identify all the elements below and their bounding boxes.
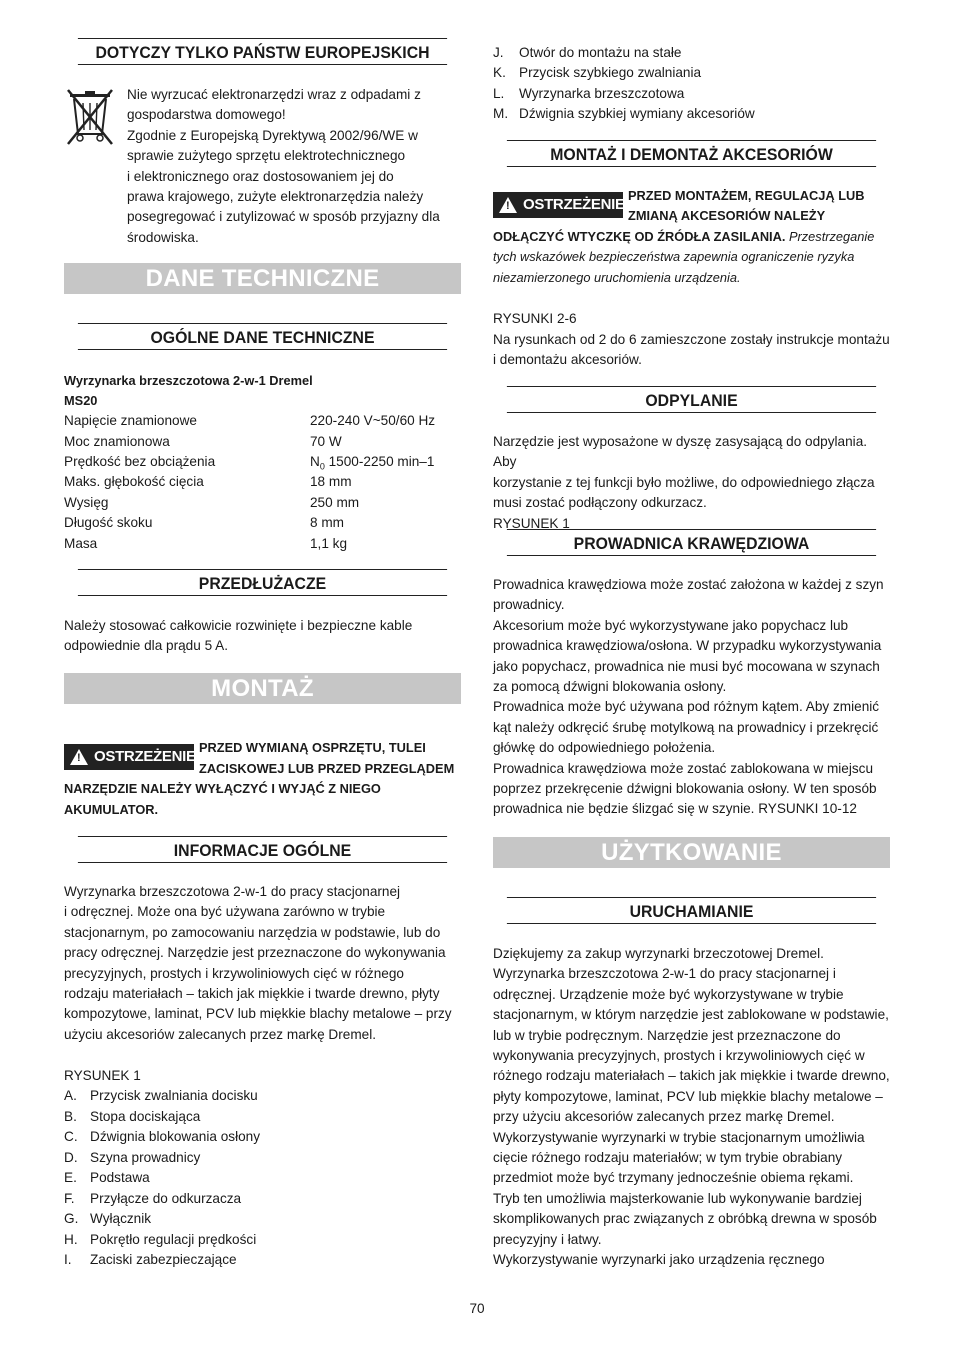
warning-text: AKUMULATOR.	[64, 802, 159, 817]
guide-line: poprzez przekręcenie dźwigni blokowania osłony. W ten sposób	[493, 781, 877, 797]
spec-value: 18 mm	[310, 474, 352, 489]
list-text: Szyna prowadnicy	[90, 1150, 201, 1165]
guide-line: prowadnica krawędziowa/osłona. W przypadku wykorzystywania	[493, 638, 882, 654]
warning-icon: !	[499, 197, 517, 213]
warning-badge	[493, 192, 623, 218]
figure-ref: RYSUNEK 1	[64, 1068, 141, 1083]
list-key: E.	[64, 1170, 77, 1185]
section-title-tech: DANE TECHNICZNE	[64, 263, 461, 294]
spec-label: Prędkość bez obciążenia	[64, 454, 216, 469]
eu-line: prawa krajowego, zużyte elektronarzędzia należy	[127, 189, 424, 205]
list-text: Wyrzynarka brzeszczotowa	[519, 86, 685, 101]
section-title-montaz: MONTAŻ	[64, 673, 461, 704]
figure-ref: RYSUNKI 2-6	[493, 311, 577, 326]
figures-line: i demontażu akcesoriów.	[493, 352, 642, 368]
guide-line: Prowadnica krawędziowa może zostać założona w każdej z szyn	[493, 577, 884, 592]
extension-line: odpowiednie dla prądu 5 A.	[64, 638, 229, 654]
eu-line: sprawie zużytego sprzętu elektrotechnicznego	[127, 148, 406, 164]
eu-line: i elektronicznego oraz dostosowaniem jej do	[127, 168, 394, 184]
extension-heading: PRZEDŁUŻACZE	[78, 569, 447, 596]
start-line: odręcznej. Urządzenie może być wykorzystywane w trybie	[493, 986, 844, 1002]
list-text: Przycisk szybkiego zwalniania	[519, 65, 702, 80]
list-text: Pokrętło regulacji prędkości	[90, 1232, 257, 1247]
info-line: i odręcznej. Może ona być używana zarówno w trybie	[64, 904, 386, 920]
warning-text: ZACISKOWEJ LUB PRZED PRZEGLĄDEM	[199, 761, 455, 776]
dust-line: Narzędzie jest wyposażone w dyszę zasysającą do odpylania. Aby	[493, 434, 868, 470]
spec-value-prefix: N	[310, 454, 320, 469]
start-line: Wyrzynarka brzeszczotowa 2-w-1 do pracy stacjonarnej i	[493, 966, 836, 982]
list-key: J.	[493, 45, 504, 60]
info-line: precyzyjnych, prostych i krzywoliniowych cięć w różnego	[64, 965, 404, 981]
warning-badge	[64, 744, 194, 770]
guide-line: za pomocą dźwigni blokowania osłony.	[493, 679, 727, 695]
product-model: MS20	[64, 393, 98, 408]
info-line: pracy odręcznej. Narzędzie jest przeznaczone do wykonywania	[64, 945, 446, 961]
eu-line: środowiska.	[127, 229, 199, 245]
section-title-use: UŻYTKOWANIE	[493, 837, 890, 868]
list-key: D.	[64, 1150, 78, 1165]
extension-text	[64, 616, 461, 657]
general-info-heading: INFORMACJE OGÓLNE	[78, 836, 447, 863]
guide-line: prowadnicy.	[493, 597, 565, 613]
start-line: różnego rodzaju materiałach – takich jak miękkie i twarde drewno,	[493, 1068, 890, 1084]
spec-value: 8 mm	[310, 515, 344, 530]
guide-line: jako popychacz, prowadnica nie musi być mocowana w szynach	[493, 658, 880, 674]
dust-line: korzystanie z tej funkcji było możliwe, do odpowiedniego złącza	[493, 474, 875, 490]
list-text: Wyłącznik	[90, 1211, 152, 1226]
eu-line: Nie wyrzucać elektronarzędzi wraz z odpadami z	[127, 87, 421, 102]
list-key: F.	[64, 1191, 75, 1206]
warning-text-mixed	[493, 227, 874, 247]
warning-italic: Przestrzeganie	[785, 229, 875, 244]
guide-line: główkę do odpowiedniego położenia.	[493, 740, 716, 756]
warning-italic: niezamierzonego uruchomienia urządzenia.	[493, 270, 741, 285]
info-line: kompozytowe, laminat, PCV lub miękkie blachy metalowe – przy	[64, 1006, 452, 1022]
spec-label: Napięcie znamionowe	[64, 413, 197, 428]
start-line: stacjonarnym, w którym narzędzie jest zablokowane w podstawie,	[493, 1007, 889, 1023]
figures-text	[493, 330, 890, 371]
list-key: A.	[64, 1088, 77, 1103]
dust-heading: ODPYLANIE	[507, 386, 876, 413]
eu-line: Zgodnie z Europejską Dyrektywą 2002/96/WE w	[127, 127, 418, 143]
spec-label: Wysięg	[64, 495, 109, 510]
spec-value-sub: 0	[319, 461, 325, 472]
warning-icon: !	[70, 749, 88, 765]
start-heading: URUCHAMIANIE	[507, 897, 876, 924]
warning-italic: tych wskazówek bezpieczeństwa zapewnia ograniczenie ryzyka	[493, 249, 855, 264]
list-text: Dźwignia blokowania osłony	[90, 1129, 261, 1144]
start-line: Tryb ten umożliwia majsterkowanie lub wykonywanie bardziej	[493, 1190, 862, 1206]
start-line: skomplikowanych prac związanych z obróbką drewna w sposób	[493, 1211, 877, 1227]
extension-line: Należy stosować całkowicie rozwinięte i bezpieczne kable	[64, 618, 413, 633]
start-line: lub w trybie podręcznym. Narzędzie jest przeznaczone do	[493, 1027, 841, 1043]
start-text	[493, 944, 890, 1271]
guide-line: prowadnica nie będzie ślizgać się w szynie. RYSUNKI 10-12	[493, 801, 857, 817]
dust-text	[493, 432, 890, 534]
spec-value: 220-240 V~50/60 Hz	[310, 413, 436, 428]
list-key: G.	[64, 1211, 79, 1226]
eu-text	[127, 85, 467, 248]
spec-value: 1500-2250 min–1	[324, 454, 435, 469]
spec-value: 1,1 kg	[310, 536, 348, 551]
dust-line: musi zostać podłączony odkurzacz.	[493, 495, 707, 511]
start-line: precyzyjny i łatwy.	[493, 1231, 602, 1247]
list-key: C.	[64, 1129, 78, 1144]
product-name: Wyrzynarka brzeszczotowa 2-w-1 Dremel	[64, 373, 313, 388]
info-line: stacjonarnym, po zamocowaniu narzędzia w podstawie, lub do	[64, 924, 441, 940]
guide-line: Akcesorium może być wykorzystywane jako popychacz lub	[493, 617, 849, 633]
start-line: przy użyciu akcesoriów zalecanych przez markę Dremel.	[493, 1109, 835, 1125]
guide-line: kąt należy odkręcić śrubę motylkową na prowadnicy i przekręcić	[493, 719, 879, 735]
warning-text: PRZED WYMIANĄ OSPRZĘTU, TULEI	[199, 740, 426, 755]
general-tech-heading: OGÓLNE DANE TECHNICZNE	[78, 323, 447, 350]
guide-line: Prowadnica może być używana pod różnym kątem. Aby zmienić	[493, 699, 880, 715]
spec-label: Długość skoku	[64, 515, 153, 530]
guide-line: Prowadnica krawędziowa może zostać zablokowana w miejscu	[493, 760, 874, 776]
start-line: Wykorzystywanie wyrzynarki jako urządzenia ręcznego	[493, 1252, 825, 1268]
list-key: I.	[64, 1252, 72, 1267]
list-key: L.	[493, 86, 505, 101]
edge-guide-text	[493, 575, 890, 820]
list-text: Otwór do montażu na stałe	[519, 45, 682, 60]
list-key: H.	[64, 1232, 78, 1247]
eu-heading: DOTYCZY TYLKO PAŃSTW EUROPEJSKICH	[78, 38, 447, 65]
warning-text: ZMIANĄ AKCESORIÓW NALEŻY	[628, 208, 826, 223]
list-text: Zaciski zabezpieczające	[90, 1252, 237, 1267]
start-line: Wykorzystywanie wyrzynarki w trybie stacjonarnym umożliwia	[493, 1129, 865, 1145]
spec-label: Maks. głębokość cięcia	[64, 474, 204, 489]
warning-text: PRZED MONTAŻEM, REGULACJĄ LUB	[628, 188, 865, 203]
list-text: Stopa dociskająca	[90, 1109, 201, 1124]
spec-value: 250 mm	[310, 495, 360, 510]
start-line: wykonywania precyzyjnych, prostych i krzywoliniowych cięć w	[493, 1048, 865, 1064]
list-key: M.	[493, 106, 509, 121]
list-key: K.	[493, 65, 506, 80]
list-text: Przyłącze do odkurzacza	[90, 1191, 242, 1206]
warning-text: NARZĘDZIE NALEŻY WYŁĄCZYĆ I WYJĄĆ Z NIEGO	[64, 781, 381, 796]
spec-label: Masa	[64, 536, 98, 551]
start-line: Dziękujemy za zakup wyrzynarki brzeczotowej Dremel.	[493, 946, 824, 961]
page-number: 70	[469, 1301, 485, 1316]
info-line: Wyrzynarka brzeszczotowa 2-w-1 do pracy stacjonarnej	[64, 884, 401, 899]
accessories-heading: MONTAŻ I DEMONTAŻ AKCESORIÓW	[507, 140, 876, 167]
spec-label: Moc znamionowa	[64, 434, 170, 449]
spec-value: 70 W	[310, 434, 342, 449]
edge-guide-heading: PROWADNICA KRAWĘDZIOWA	[507, 529, 876, 556]
start-line: przedmiot może być trzymany jednocześnie obiema rękami.	[493, 1170, 854, 1186]
list-text: Przycisk zwalniania docisku	[90, 1088, 258, 1103]
warning-bold: ODŁĄCZYĆ WTYCZKĘ OD ŹRÓDŁA ZASILANIA.	[493, 229, 786, 244]
eu-line: gospodarstwa domowego!	[127, 107, 286, 123]
dust-line: RYSUNEK 1	[493, 515, 570, 531]
list-text: Dźwignia szybkiej wymiany akcesoriów	[519, 106, 755, 121]
start-line: cięcie różnego rodzaju materiałów; w tym trybie obrabiany	[493, 1150, 843, 1166]
list-text: Podstawa	[90, 1170, 150, 1185]
info-line: użyciu akcesoriów zalecanych przez markę Dremel.	[64, 1026, 377, 1042]
eu-line: posegregować i zutylizować w sposób przyjazny dla	[127, 209, 440, 225]
list-key: B.	[64, 1109, 77, 1124]
start-line: płyty kompozytowe, laminat, PCV lub miękkie blachy metalowe –	[493, 1088, 883, 1104]
general-info-text	[64, 882, 461, 1045]
crossed-bin-icon	[66, 88, 116, 148]
figures-line: Na rysunkach od 2 do 6 zamieszczone zostały instrukcje montażu	[493, 332, 890, 347]
info-line: rodzaju materiałach – takich jak miękkie i twarde drewno, płyty	[64, 986, 440, 1002]
warning-label: OSTRZEŻENIE	[94, 748, 196, 765]
warning-label: OSTRZEŻENIE	[523, 196, 625, 213]
